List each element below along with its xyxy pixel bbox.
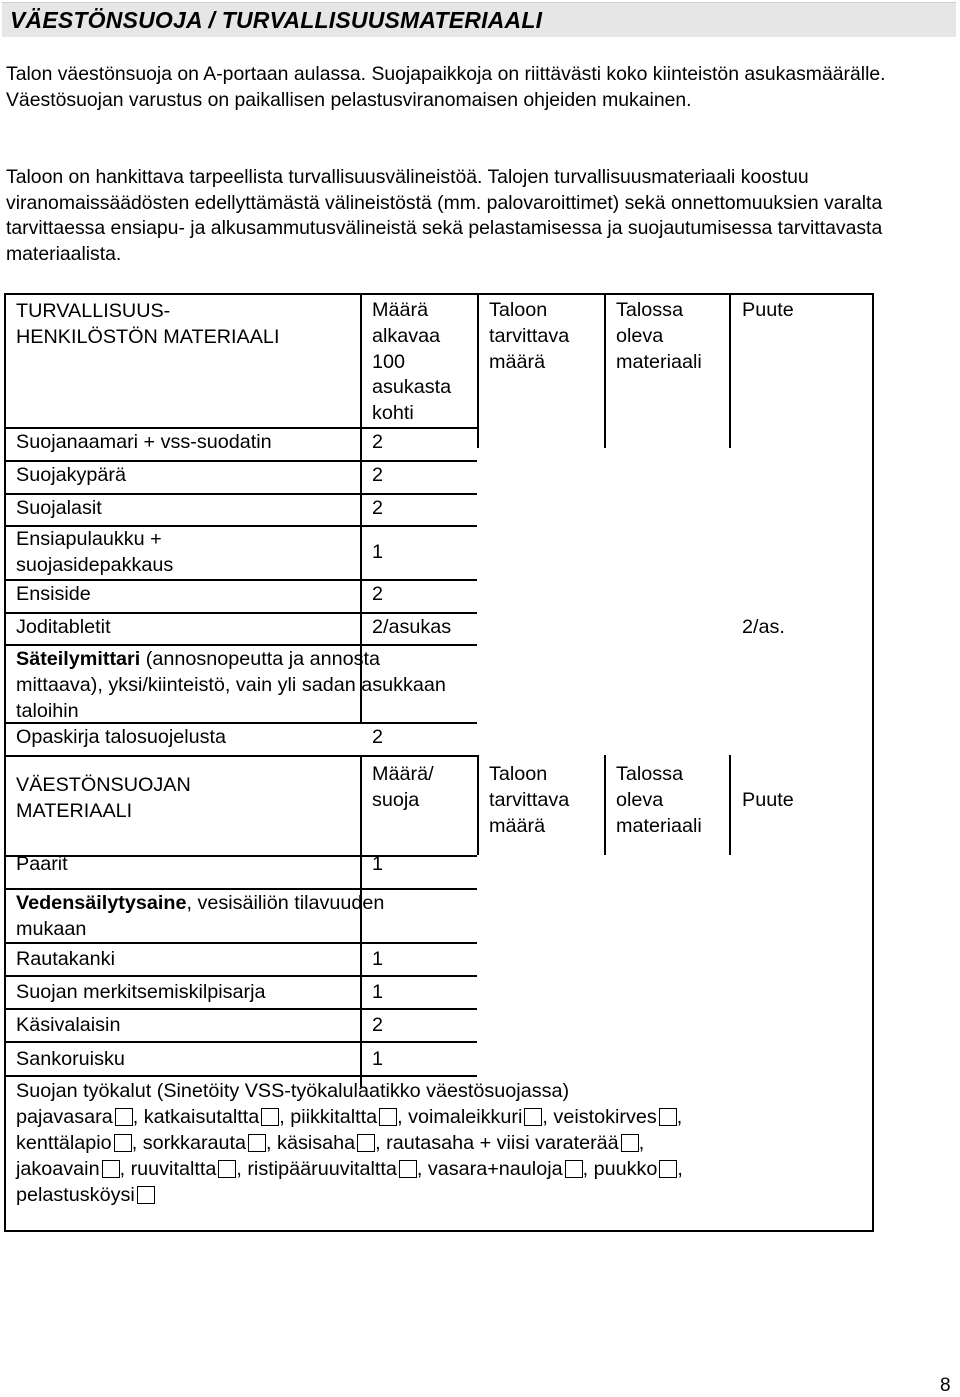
title-bar xyxy=(2,2,956,37)
tool-label: ruuvitaltta xyxy=(130,1158,217,1180)
table-row-qty: 2/asukas xyxy=(372,616,452,638)
tool-checkbox[interactable] xyxy=(102,1160,120,1178)
section1-header-name-text: TURVALLISUUS- HENKILÖSTÖN MATERIAALI xyxy=(16,300,280,348)
row-divider xyxy=(6,460,477,462)
section2-header-existing: Talossa oleva materiaali xyxy=(616,763,702,837)
table-row-qty: 2 xyxy=(372,464,384,486)
section1-header-needed: Taloon tarvittava määrä xyxy=(489,299,570,373)
table-row-name: Joditabletit xyxy=(16,616,111,638)
col-divider-missing xyxy=(729,295,731,448)
tool-checkbox[interactable] xyxy=(218,1160,236,1178)
row-name-bold: Vedensäilytysaine xyxy=(16,892,187,914)
tool-label: katkaisutaltta xyxy=(143,1106,260,1128)
section1-header-existing: Talossa oleva materiaali xyxy=(616,299,702,373)
table-row-qty: 2 xyxy=(372,497,384,519)
section2-header-name: VÄESTÖNSUOJAN MATERIAALI xyxy=(16,774,191,822)
table-row-name: Suojalasit xyxy=(16,497,102,519)
table-row-qty: 2 xyxy=(372,431,384,453)
row-divider xyxy=(6,612,477,614)
tool-checkbox[interactable] xyxy=(248,1134,266,1152)
row-divider xyxy=(6,493,477,495)
tool-checkbox[interactable] xyxy=(114,1134,132,1152)
materials-table xyxy=(4,293,874,1232)
tools-title: Suojan työkalut (Sinetöity VSS-työkalulaatikko väestösuojassa) xyxy=(16,1080,570,1102)
table-row-qty: 1 xyxy=(372,1048,384,1070)
tool-label: pelastusköysi xyxy=(16,1184,135,1206)
row-divider xyxy=(6,1008,477,1010)
tool-checkbox[interactable] xyxy=(115,1108,133,1126)
table-row-qty: 1 xyxy=(372,948,384,970)
tool-checkbox[interactable] xyxy=(659,1160,677,1178)
tool-checkbox[interactable] xyxy=(621,1134,639,1152)
table-row-qty: 1 xyxy=(372,981,384,1003)
tool-label: jakoavain xyxy=(16,1158,100,1180)
tool-label: sorkkarauta xyxy=(142,1132,247,1154)
table-row-name: Ensiside xyxy=(16,583,91,605)
col-divider-needed-2 xyxy=(477,755,479,855)
table-row-name: Rautakanki xyxy=(16,948,115,970)
table-row-name: Paarit xyxy=(16,853,68,875)
section1-header-missing: Puute xyxy=(742,299,794,321)
page-title: VÄESTÖNSUOJA / TURVALLISUUSMATERIAALI xyxy=(10,7,543,33)
tool-label: puukko xyxy=(593,1158,658,1180)
table-row-qty: 2 xyxy=(372,1014,384,1036)
intro-paragraph-2: Taloon on hankittava tarpeellista turvallisuusvälineistöä. Talojen turvallisuusmateriaali koostuu viranomaissäädösten edellyttämästä välineistöstä (mm. palovaroittimet) sekä onnettomuuksien varalta tarvittaessa ensiapu- ja alkusammutusvälineistä sekä pelastamisessa ja suojautumisessa tarvittavasta materiaalista. xyxy=(6,166,883,265)
row-divider xyxy=(6,888,477,890)
col-divider-existing-2 xyxy=(604,755,606,855)
row-divider xyxy=(6,644,477,646)
table-row-name: Ensiapulaukku + suojasidepakkaus xyxy=(16,528,174,576)
section2-header-needed: Taloon tarvittava määrä xyxy=(489,763,570,837)
page-number: 8 xyxy=(940,1375,951,1396)
table-row-qty: 2 xyxy=(372,726,384,748)
row-divider xyxy=(6,1041,477,1043)
section1-header-qty: Määrä alkavaa 100 asukasta kohti xyxy=(372,299,452,425)
col-divider-needed xyxy=(477,295,479,448)
tool-label: vasara+nauloja xyxy=(427,1158,563,1180)
tool-label: pajavasara xyxy=(16,1106,113,1128)
tool-checkbox[interactable] xyxy=(357,1134,375,1152)
row-divider xyxy=(6,975,477,977)
tool-checkbox[interactable] xyxy=(659,1108,677,1126)
table-row-name xyxy=(16,891,456,943)
tool-label: kenttälapio xyxy=(16,1132,112,1154)
tools-line-3: jakoavain , ruuvitaltta , ristipääruuvitaltta , vasara+nauloja , puukko , xyxy=(16,1158,683,1180)
row-name-bold: Säteilymittari xyxy=(16,648,141,670)
tool-checkbox[interactable] xyxy=(137,1186,155,1204)
table-row-name: Opaskirja talosuojelusta xyxy=(16,726,227,748)
table-row-name: Sankoruisku xyxy=(16,1048,125,1070)
section2-header-qty: Määrä/ suoja xyxy=(372,763,434,811)
tool-label: ristipääruuvitaltta xyxy=(247,1158,397,1180)
tools-line-1: pajavasara , katkaisutaltta , piikkitaltta , voimaleikkuri , veistokirves , xyxy=(16,1106,683,1128)
tool-label: veistokirves xyxy=(553,1106,657,1128)
tools-line-4 xyxy=(16,1183,155,1209)
tool-checkbox[interactable] xyxy=(261,1108,279,1126)
col-divider-missing-2 xyxy=(729,755,731,855)
intro-paragraph-1: Talon väestönsuoja on A-portaan aulassa. Suojapaikkoja on riittävästi koko kiinteistön asukasmäärälle. Väestösuojan varustus on paikallisen pelastusviranomaisen ohjeiden mukainen. xyxy=(6,63,886,111)
tool-checkbox[interactable] xyxy=(565,1160,583,1178)
tool-checkbox[interactable] xyxy=(524,1108,542,1126)
col-divider-existing xyxy=(604,295,606,448)
row-divider xyxy=(6,579,477,581)
row-name-rest: , vesisäiliön tilavuuden mukaan xyxy=(16,892,385,940)
table-row-missing: 2/as. xyxy=(742,616,785,638)
row-divider xyxy=(6,1075,477,1077)
table-row-name: Suojakypärä xyxy=(16,464,126,486)
row-divider xyxy=(6,755,477,757)
tool-checkbox[interactable] xyxy=(379,1108,397,1126)
tool-checkbox[interactable] xyxy=(399,1160,417,1178)
table-row-name: Suojanaamari + vss-suodatin xyxy=(16,431,272,453)
table-row-name xyxy=(16,647,456,724)
table-row-qty: 1 xyxy=(372,541,384,563)
tool-label: rautasaha + viisi varaterää xyxy=(386,1132,619,1154)
table-row-name: Käsivalaisin xyxy=(16,1014,121,1036)
row-divider xyxy=(6,855,477,857)
tool-label: voimaleikkuri xyxy=(408,1106,523,1128)
section1-header-name xyxy=(16,298,279,350)
table-row-qty: 2 xyxy=(372,583,384,605)
tool-label: käsisaha xyxy=(277,1132,356,1154)
table-row-qty: 1 xyxy=(372,853,384,875)
table-row-name: Suojan merkitsemiskilpisarja xyxy=(16,981,266,1003)
tool-label: piikkitaltta xyxy=(290,1106,378,1128)
section2-header-missing: Puute xyxy=(742,789,794,811)
tools-line-2: kenttälapio , sorkkarauta , käsisaha , rautasaha + viisi varaterää , xyxy=(16,1132,645,1154)
row-divider xyxy=(6,427,477,429)
row-name-rest: (annosnopeutta ja annosta mittaava), yksi/kiinteistö, vain yli sadan asukkaan taloihin xyxy=(16,648,446,722)
